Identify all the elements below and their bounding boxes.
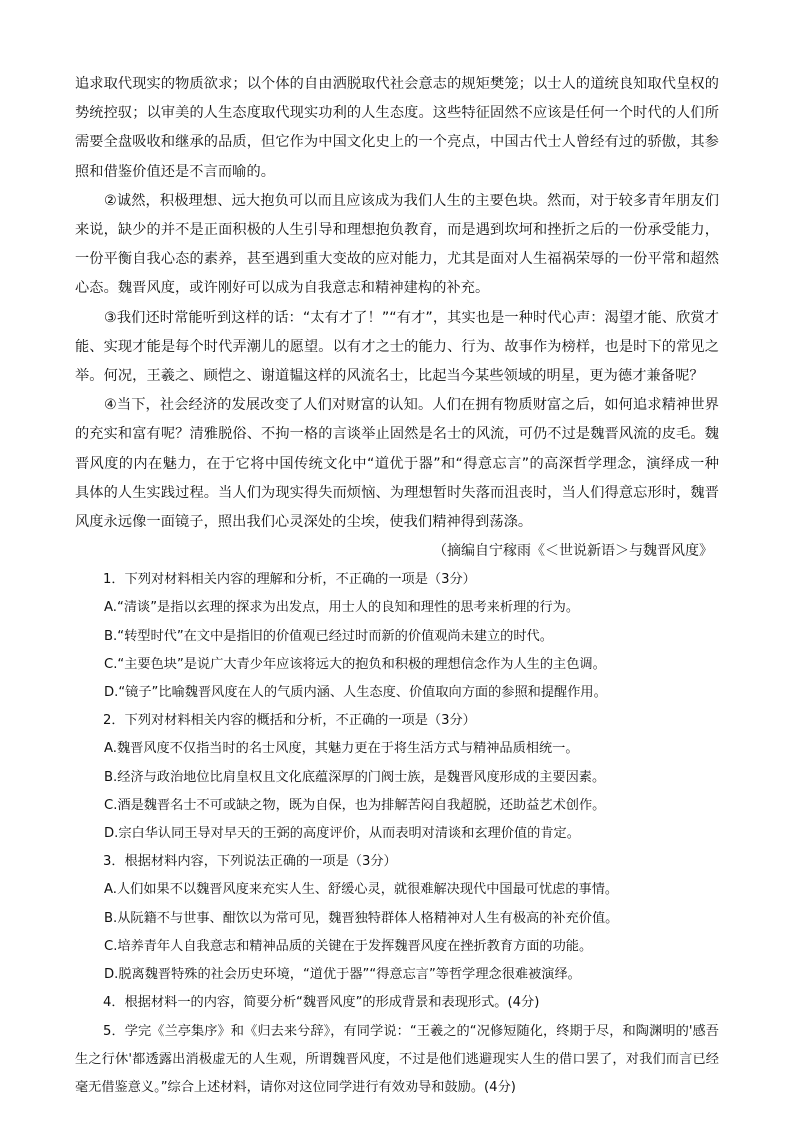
question-1-option-d: D.“镜子”比喻魏晋风度在人的气质内涵、人生态度、价值取向方面的参照和提醒作用。 <box>104 685 607 701</box>
document-page <box>75 70 719 1102</box>
paragraph-2: ②诚然，积极理想、远大抱负可以而且应该成为我们人生的主要色块。然而，对于较多青年朋友们来说，缺少的并不是正面积极的人生引导和理想抱负教育，而是遇到坎坷和挫折之后的一份承受能力，一份平衡自我心态的素养，甚至遇到重大变故的应对能力，尤其是面对人生福祸荣辱的一份平常和超然心态。魏晋风度，或许刚好可以成为自我意志和精神建构的补充。 <box>75 192 719 297</box>
question-2-option-a: A.魏晋风度不仅指当时的名士风度，其魅力更在于将生活方式与精神品质相统一。 <box>104 741 579 757</box>
question-4 <box>75 989 719 1017</box>
question-3-option-b: B.从阮籍不与世事、酣饮以为常可见，魏晋独特群体人格精神对人生有极高的补充价值。 <box>104 910 619 926</box>
question-4-stem: 4．根据材料一的内容，简要分析“魏晋风度”的形成背景和表现形式。(4分) <box>103 995 540 1011</box>
question-3-option-a: A.人们如果不以魏晋风度来充实人生、舒缓心灵，就很难解决现代中国最可忧虑的事情。 <box>104 882 619 898</box>
source-citation: （摘编自宁稼雨《＜世说新语＞与魏晋风度》 <box>433 543 713 560</box>
question-1-stem: 1．下列对材料相关内容的理解和分析，不正确的一项是（3分） <box>103 572 476 588</box>
question-1-option-c: C.“主要色块”是说广大青少年应该将远大的抱负和积极的理想信念作为人生的主色调。 <box>104 656 606 672</box>
question-3-option-c: C.培养青年人自我意志和精神品质的关键在于发挥魏晋风度在挫折教育方面的功能。 <box>104 938 593 954</box>
question-2-option-c: C.酒是魏晋名士不可或缺之物，既为自保，也为排解苦闷自我超脱，还助益艺术创作。 <box>104 797 606 813</box>
paragraph-4: ④当下，社会经济的发展改变了人们对财富的认知。人们在拥有物质财富之后，如何追求精神世界的充实和富有呢？清雅脱俗、不拘一格的言谈举止固然是名士的风流，可仍不过是魏晋风流的皮毛。魏晋风度的内在魅力，在于它将中国传统文化中“道优于器”和“得意忘言”的高深哲学理念，演绎成一种具体的人生实践过程。当人们为现实得失而烦恼、为理想暂时失落而沮丧时，当人们得意忘形时，魏晋风度永远像一面镜子，照出我们心灵深处的尘埃，使我们精神得到荡涤。 <box>75 397 719 531</box>
question-1-option-b: B.“转型时代”在文中是指旧的价值观已经过时而新的价值观尚未建立的时代。 <box>104 628 553 644</box>
question-2-option-d: D.宗白华认同王导对早天的王弼的高度评价，从而表明对清谈和玄理价值的肯定。 <box>104 826 580 842</box>
question-3 <box>75 848 719 989</box>
question-3-option-d: D.脱离魏晋特殊的社会历史环境，“道优于器”“得意忘言”等哲学理念很难被演绎。 <box>104 967 581 983</box>
paragraph-3: ③我们还时常能听到这样的话：“太有才了！”“有才”，其实也是一种时代心声：渴望才能、欣赏才能、实现才能是每个时代弄潮儿的愿望。以有才之士的能力、行为、故事作为榜样，也是时下的常见之举。何况，王羲之、顾恺之、谢道韫这样的风流名士，比起当今某些领域的明星，更为德才兼备呢？ <box>75 309 719 385</box>
paragraph-continued: 追求取代现实的物质欲求；以个体的自由洒脱取代社会意志的规矩樊笼；以士人的道统良知取代皇权的势统控驭；以审美的人生态度取代现实功利的人生态度。这些特征固然不应该是任何一个时代的人们所需要全盘吸收和继承的品质，但它作为中国文化史上的一个亮点，中国古代士人曾经有过的骄傲，其参照和借鉴价值还是不言而喻的。 <box>75 76 719 180</box>
question-2-option-b: B.经济与政治地位比肩皇权且文化底蕴深厚的门阀士族，是魏晋风度形成的主要因素。 <box>104 769 606 785</box>
question-5-text: 5．学完《兰亭集序》和《归去来兮辞》，有同学说：“王羲之的“况修短随化，终期于尽，和陶渊明的'感吾生之行休'都透露出消极虚无的人生观，所谓魏晋风度，不过是他们逃避现实人生的借口罢了，对我们而言已经毫无借鉴意义。”综合上述材料，请你对这位同学进行有效劝导和鼓励。(4分) <box>75 1023 719 1095</box>
question-1-option-a: A.“清谈”是指以玄理的探求为出发点，用士人的良知和理性的思考来析理的行为。 <box>104 600 580 616</box>
question-3-stem: 3．根据材料内容，下列说法正确的一项是（3分） <box>103 854 397 870</box>
question-2 <box>75 707 719 848</box>
question-5 <box>75 1018 719 1103</box>
question-1 <box>75 566 719 707</box>
question-2-stem: 2．下列对材料相关内容的概括和分析，不正确的一项是（3分） <box>103 713 476 729</box>
